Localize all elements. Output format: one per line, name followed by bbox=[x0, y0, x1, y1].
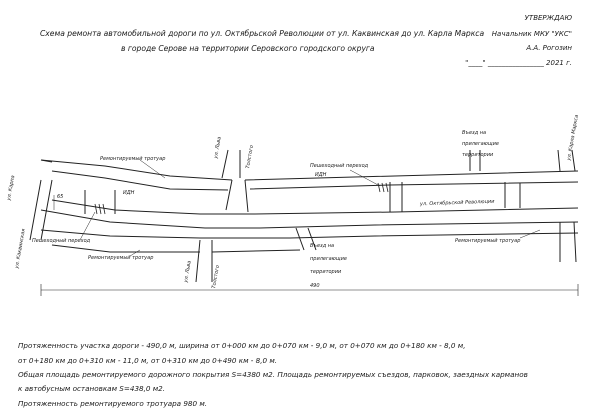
label-street-main: ул. Октябрьской Революции bbox=[419, 198, 495, 208]
road-south-edge bbox=[41, 210, 578, 228]
road-south-inner bbox=[52, 200, 578, 214]
leader-crossing-mid bbox=[350, 170, 380, 186]
approval-signer: А.А. Рогозин bbox=[526, 44, 572, 52]
label-idn-mid: ИДН bbox=[315, 172, 327, 178]
label-street-karl-marx: ул. Карла Маркса bbox=[566, 114, 580, 162]
approval-heading: УТВЕРЖДАЮ bbox=[524, 14, 572, 22]
leader-sidewalk-top bbox=[140, 160, 165, 178]
note-line-3: Общая площадь ремонтируемого дорожного покрытия S=4380 м2. Площадь ремонтируемых съездов, парковок, заездных карманов bbox=[18, 370, 528, 379]
note-line-5: Протяженность ремонтируемого тротуара 980 м. bbox=[18, 399, 208, 408]
title-line-1: Схема ремонта автомобильной дороги по ул. Октябрьской Революции от ул. Каквинская до ул. Карла Маркса bbox=[40, 29, 485, 38]
label-dim-left: 65 bbox=[57, 194, 64, 200]
note-line-1: Протяженность участка дороги - 490,0 м, ширина от 0+000 км до 0+070 км - 9,0 м, от 0+070 км до 0+180 км - 8,0 м, bbox=[18, 341, 466, 350]
note-line-2: от 0+180 км до 0+310 км - 11,0 м, от 0+310 км до 0+490 км - 8,0 м. bbox=[18, 356, 278, 365]
left-cross-street-outline bbox=[30, 160, 52, 240]
sidewalk-south-outer bbox=[52, 245, 300, 252]
label-street-tolstogo-bottom: Толстого bbox=[211, 264, 222, 290]
label-street-lvov-bottom: ул. Льва bbox=[183, 260, 193, 284]
label-dim-total: 490 bbox=[310, 283, 320, 289]
lva-tolstogo-street-bottom bbox=[196, 240, 212, 282]
crossing-hatch-mid bbox=[378, 183, 388, 192]
note-line-4: к автобусным остановкам S=438,0 м2. bbox=[18, 384, 166, 393]
lva-tolstogo-street-top bbox=[222, 150, 248, 212]
label-street-kakvinskaya: ул. Каквинская bbox=[14, 228, 27, 270]
parking-pocket-right bbox=[505, 182, 520, 208]
karl-marx-street bbox=[558, 150, 576, 262]
label-street-karpa: ул. Карпа bbox=[6, 174, 17, 202]
label-idn-left: ИДН bbox=[123, 190, 135, 196]
label-sidewalk-top: Ремонтируемый тротуар bbox=[100, 156, 166, 162]
label-sidewalk-bottom-left: Ремонтируемый тротуар bbox=[88, 255, 154, 261]
parking-pocket-mid bbox=[390, 182, 402, 212]
approval-position: Начальник МКУ "УКС" bbox=[491, 30, 572, 38]
leader-crossing-left bbox=[80, 212, 95, 240]
label-street-lvov-top: ул. Льва bbox=[213, 136, 223, 160]
approval-date: "____" ________________ 2021 г. bbox=[465, 59, 572, 67]
label-street-tolstogo-top: Толстого bbox=[245, 144, 256, 170]
title-line-2: в городе Серове на территории Серовского городского округа bbox=[121, 44, 375, 53]
label-entry-mid: Въезд на прилегающие территории bbox=[310, 243, 347, 275]
label-crossing-left: Пешеходный переход bbox=[32, 238, 91, 244]
label-entry-right: Въезд на прилегающие территории bbox=[462, 130, 499, 158]
label-sidewalk-bottom-right: Ремонтируемый тротуар bbox=[455, 238, 521, 244]
label-crossing-mid: Пешеходный переход bbox=[310, 163, 369, 169]
crossing-hatch-left bbox=[95, 204, 105, 214]
